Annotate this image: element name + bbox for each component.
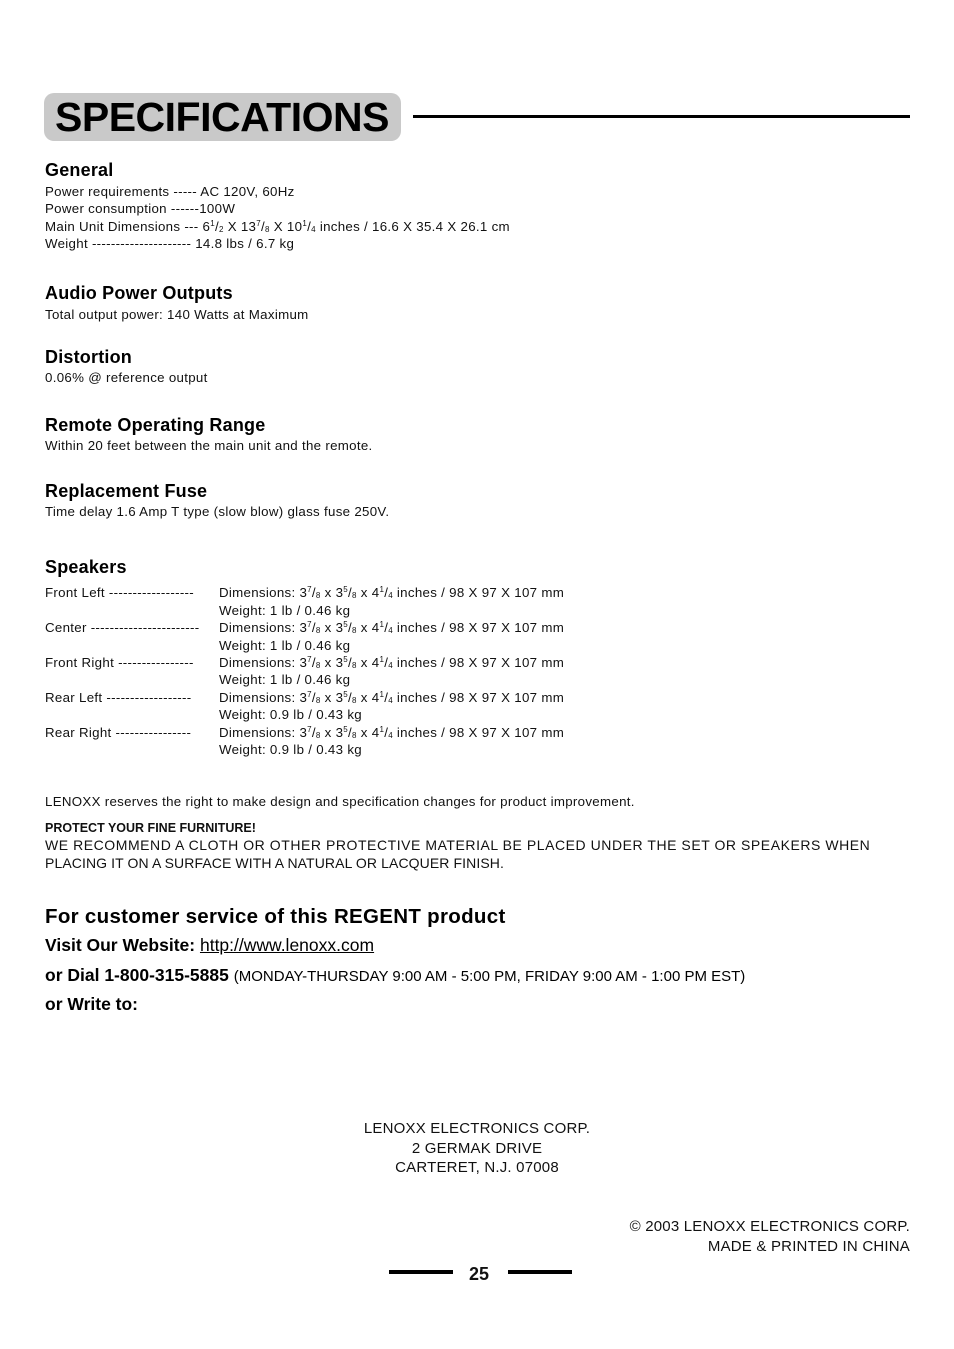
website-label: Visit Our Website: [45, 935, 190, 955]
speaker-front-left-label: Front Left ------------------: [45, 585, 195, 600]
protect-line-2: PLACING IT ON A SURFACE WITH A NATURAL OR LACQUER FINISH.: [45, 855, 504, 871]
general-heading: General: [45, 160, 114, 180]
protect-line-1: WE RECOMMEND A CLOTH OR OTHER PROTECTIVE MATERIAL BE PLACED UNDER THE SET OR SPEAKERS WHEN: [45, 837, 871, 853]
speaker-front-left-dimensions: Dimensions: $3^7/_8$ x $3^5/_8$ x $4^1/_4$ inches / 98 X 97 X 107 mm: [219, 585, 565, 600]
dial-line: [45, 965, 745, 986]
customer-service-heading: For customer service of this REGENT product: [45, 905, 506, 928]
website-link[interactable]: http://www.lenoxx.com: [199, 935, 375, 955]
address-line-1: LENOXX ELECTRONICS CORP.: [363, 1120, 591, 1137]
speaker-front-left-weight: Weight: 1 lb / 0.46 kg: [219, 603, 351, 618]
fuse-heading: Replacement Fuse: [45, 481, 208, 501]
audio-output-text: Total output power: 140 Watts at Maximum: [45, 307, 309, 322]
page-header: [44, 93, 910, 143]
audio-heading: Audio Power Outputs: [45, 283, 233, 303]
copyright-line: © 2003 LENOXX ELECTRONICS CORP.: [629, 1218, 910, 1235]
design-change-notice: LENOXX reserves the right to make design and specification changes for product improvement.: [45, 794, 635, 809]
protect-furniture-heading: PROTECT YOUR FINE FURNITURE!: [45, 821, 256, 835]
speaker-center-weight: Weight: 1 lb / 0.46 kg: [219, 638, 351, 653]
speaker-center-label: Center -----------------------: [45, 620, 200, 635]
made-in-line: MADE & PRINTED IN CHINA: [707, 1238, 910, 1255]
website-separator: :: [189, 935, 200, 955]
main-unit-dimensions: Main Unit Dimensions --- $6^1/_2$ X $13^7/_8$ X $10^1/_4$ inches / 16.6 X 35.4 X 26.1 cm: [45, 219, 510, 234]
write-to-label: or Write to:: [45, 994, 139, 1014]
speaker-front-right-dimensions: Dimensions: $3^7/_8$ x $3^5/_8$ x $4^1/_4$ inches / 98 X 97 X 107 mm: [219, 655, 565, 670]
address-line-3: CARTERET, N.J. 07008: [395, 1159, 559, 1176]
title-badge: [44, 93, 401, 141]
remote-text: Within 20 feet between the main unit and the remote.: [45, 438, 373, 453]
service-hours: (MONDAY-THURSDAY 9:00 AM - 5:00 PM, FRIDAY 9:00 AM - 1:00 PM EST): [233, 968, 746, 985]
page-title: SPECIFICATIONS: [55, 94, 389, 140]
address-line-2: 2 GERMAK DRIVE: [411, 1140, 543, 1157]
speakers-heading: Speakers: [45, 557, 127, 577]
fuse-text: Time delay 1.6 Amp T type (slow blow) glass fuse 250V.: [45, 504, 390, 519]
speaker-rear-right-dimensions: Dimensions: $3^7/_8$ x $3^5/_8$ x $4^1/_4$ inches / 98 X 97 X 107 mm: [219, 725, 565, 740]
speaker-front-right-weight: Weight: 1 lb / 0.46 kg: [219, 672, 351, 687]
speaker-front-right-label: Front Right ----------------: [45, 655, 194, 670]
speaker-rear-left-dimensions: Dimensions: $3^7/_8$ x $3^5/_8$ x $4^1/_4$ inches / 98 X 97 X 107 mm: [219, 690, 565, 705]
footer-rule-left: [389, 1270, 453, 1274]
speaker-rear-left-label: Rear Left ------------------: [45, 690, 192, 705]
unit-weight: Weight --------------------- 14.8 lbs / 6.7 kg: [45, 236, 295, 251]
website-line: [45, 935, 374, 956]
speaker-rear-right-label: Rear Right ----------------: [45, 725, 192, 740]
page-number: 25: [468, 1264, 490, 1284]
speaker-rear-left-weight: Weight: 0.9 lb / 0.43 kg: [219, 707, 362, 722]
power-requirements: Power requirements ----- AC 120V, 60Hz: [45, 184, 295, 199]
distortion-heading: Distortion: [45, 347, 132, 367]
dial-label: or Dial 1-800-315-5885: [45, 965, 229, 985]
header-rule: [413, 115, 910, 118]
remote-heading: Remote Operating Range: [45, 415, 266, 435]
footer-rule-right: [508, 1270, 572, 1274]
speaker-rear-right-weight: Weight: 0.9 lb / 0.43 kg: [219, 742, 362, 757]
power-consumption: Power consumption ------100W: [45, 201, 236, 216]
dimensions-label: Main Unit Dimensions ---: [45, 219, 203, 234]
distortion-text: 0.06% @ reference output: [45, 370, 208, 385]
speaker-center-dimensions: Dimensions: $3^7/_8$ x $3^5/_8$ x $4^1/_4$ inches / 98 X 97 X 107 mm: [219, 620, 565, 635]
